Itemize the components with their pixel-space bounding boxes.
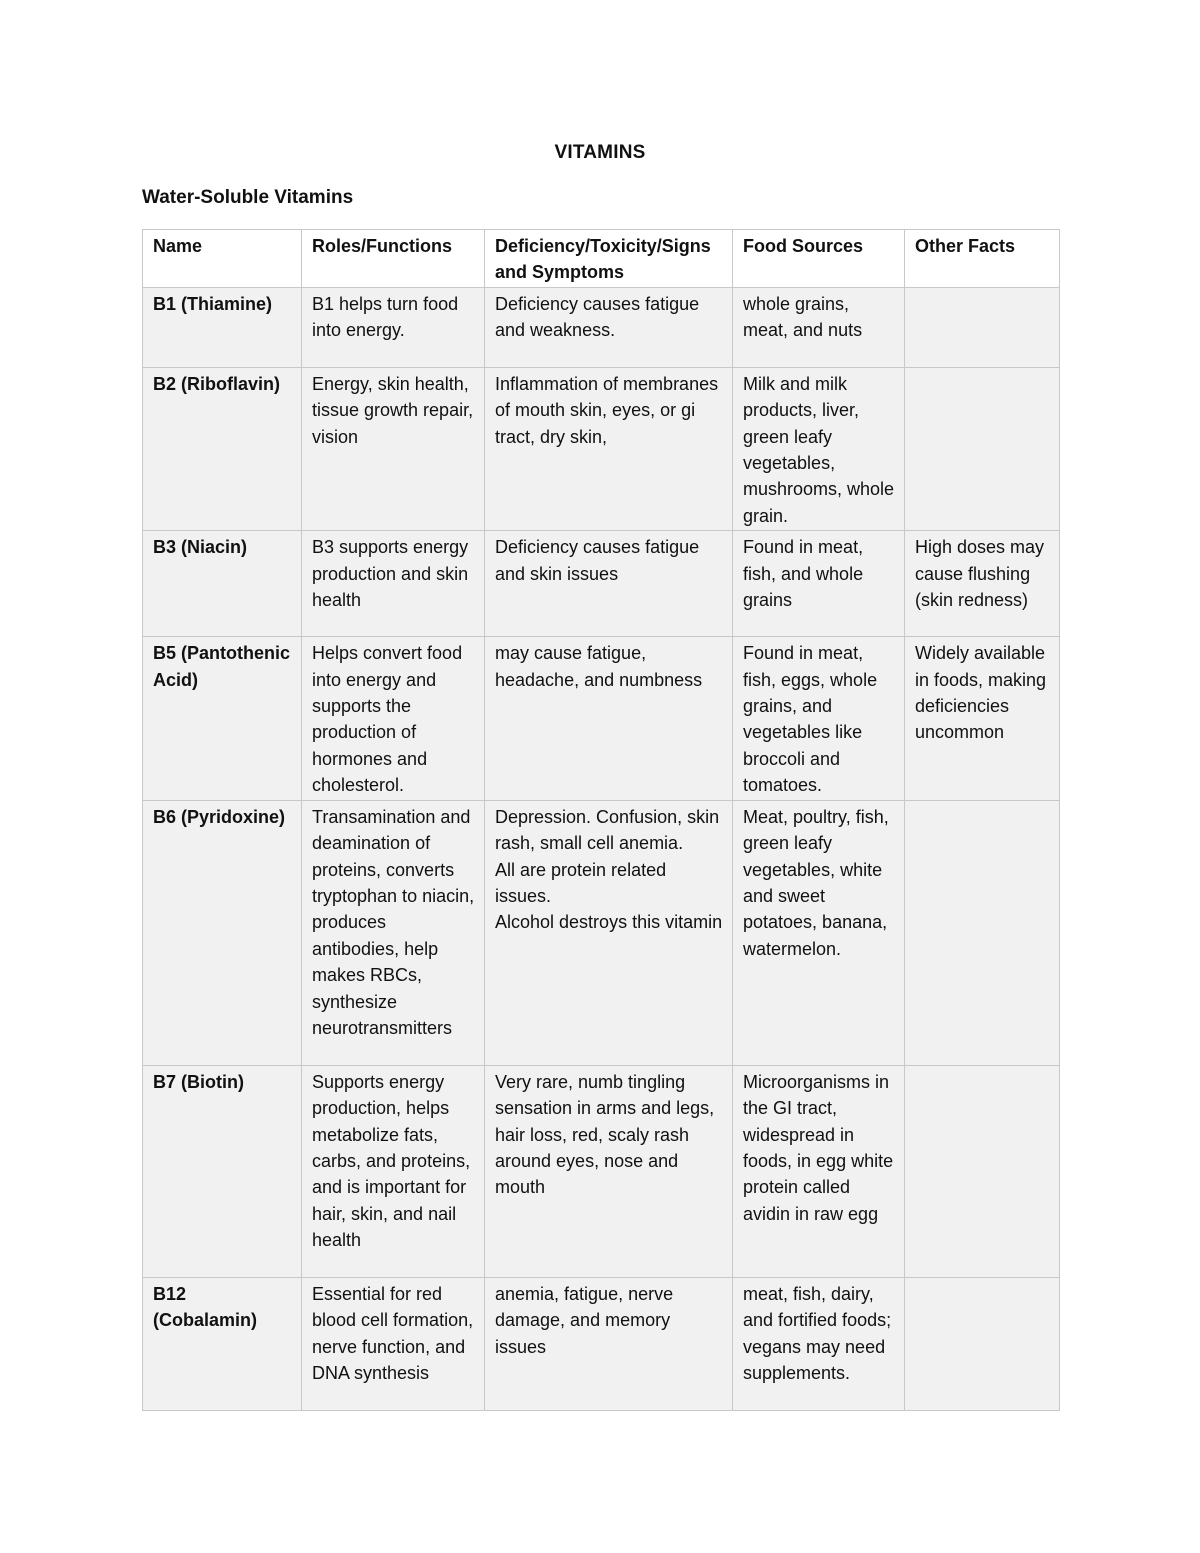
cell-deficiency: Very rare, numb tingling sensation in arms and legs, hair loss, red, scaly rash around eyes, nose and mouth	[485, 1065, 733, 1277]
header-other-facts: Other Facts	[905, 230, 1060, 288]
cell-other-facts	[905, 800, 1060, 1065]
cell-roles: Essential for red blood cell formation, nerve function, and DNA synthesis	[302, 1277, 485, 1410]
table-row	[143, 800, 1060, 1065]
cell-deficiency: Deficiency causes fatigue and skin issues	[485, 531, 733, 637]
table-row	[143, 287, 1060, 367]
cell-roles: B1 helps turn food into energy.	[302, 287, 485, 367]
cell-deficiency: may cause fatigue, headache, and numbness	[485, 637, 733, 800]
header-name: Name	[143, 230, 302, 288]
table-row	[143, 367, 1060, 530]
cell-deficiency: anemia, fatigue, nerve damage, and memory issues	[485, 1277, 733, 1410]
cell-other-facts	[905, 287, 1060, 367]
table-row	[143, 1065, 1060, 1277]
cell-deficiency: Depression. Confusion, skin rash, small cell anemia. All are protein related issues. Alcohol destroys this vitamin	[485, 800, 733, 1065]
cell-name: B7 (Biotin)	[143, 1065, 302, 1277]
table-row	[143, 637, 1060, 800]
header-roles: Roles/Functions	[302, 230, 485, 288]
cell-roles: Energy, skin health, tissue growth repair, vision	[302, 367, 485, 530]
cell-other-facts	[905, 367, 1060, 530]
cell-other-facts	[905, 1277, 1060, 1410]
cell-food-sources: whole grains, meat, and nuts	[733, 287, 905, 367]
table-row	[143, 1277, 1060, 1410]
table-header-row	[143, 230, 1060, 288]
vitamins-table	[142, 229, 1060, 1411]
cell-food-sources: Found in meat, fish, eggs, whole grains, and vegetables like broccoli and tomatoes.	[733, 637, 905, 800]
cell-other-facts: High doses may cause flushing (skin redness)	[905, 531, 1060, 637]
table-row	[143, 531, 1060, 637]
cell-food-sources: Meat, poultry, fish, green leafy vegetables, white and sweet potatoes, banana, watermelon.	[733, 800, 905, 1065]
section-heading: Water-Soluble Vitamins	[142, 187, 354, 208]
cell-name: B1 (Thiamine)	[143, 287, 302, 367]
document-title: VITAMINS	[554, 142, 646, 163]
cell-name: B12 (Cobalamin)	[143, 1277, 302, 1410]
cell-food-sources: Milk and milk products, liver, green leafy vegetables, mushrooms, whole grain.	[733, 367, 905, 530]
cell-roles: B3 supports energy production and skin health	[302, 531, 485, 637]
cell-roles: Supports energy production, helps metabolize fats, carbs, and proteins, and is important for hair, skin, and nail health	[302, 1065, 485, 1277]
cell-name: B3 (Niacin)	[143, 531, 302, 637]
cell-food-sources: Found in meat, fish, and whole grains	[733, 531, 905, 637]
cell-other-facts	[905, 1065, 1060, 1277]
header-food-sources: Food Sources	[733, 230, 905, 288]
cell-roles: Helps convert food into energy and supports the production of hormones and cholesterol.	[302, 637, 485, 800]
cell-name: B6 (Pyridoxine)	[143, 800, 302, 1065]
cell-other-facts: Widely available in foods, making deficiencies uncommon	[905, 637, 1060, 800]
cell-food-sources: Microorganisms in the GI tract, widespread in foods, in egg white protein called avidin in raw egg	[733, 1065, 905, 1277]
cell-deficiency: Inflammation of membranes of mouth skin, eyes, or gi tract, dry skin,	[485, 367, 733, 530]
cell-name: B2 (Riboflavin)	[143, 367, 302, 530]
cell-roles: Transamination and deamination of proteins, converts tryptophan to niacin, produces antibodies, help makes RBCs, synthesize neurotransmitters	[302, 800, 485, 1065]
cell-name: B5 (Pantothenic Acid)	[143, 637, 302, 800]
header-deficiency: Deficiency/Toxicity/Signs and Symptoms	[485, 230, 733, 288]
cell-deficiency: Deficiency causes fatigue and weakness.	[485, 287, 733, 367]
cell-food-sources: meat, fish, dairy, and fortified foods; vegans may need supplements.	[733, 1277, 905, 1410]
